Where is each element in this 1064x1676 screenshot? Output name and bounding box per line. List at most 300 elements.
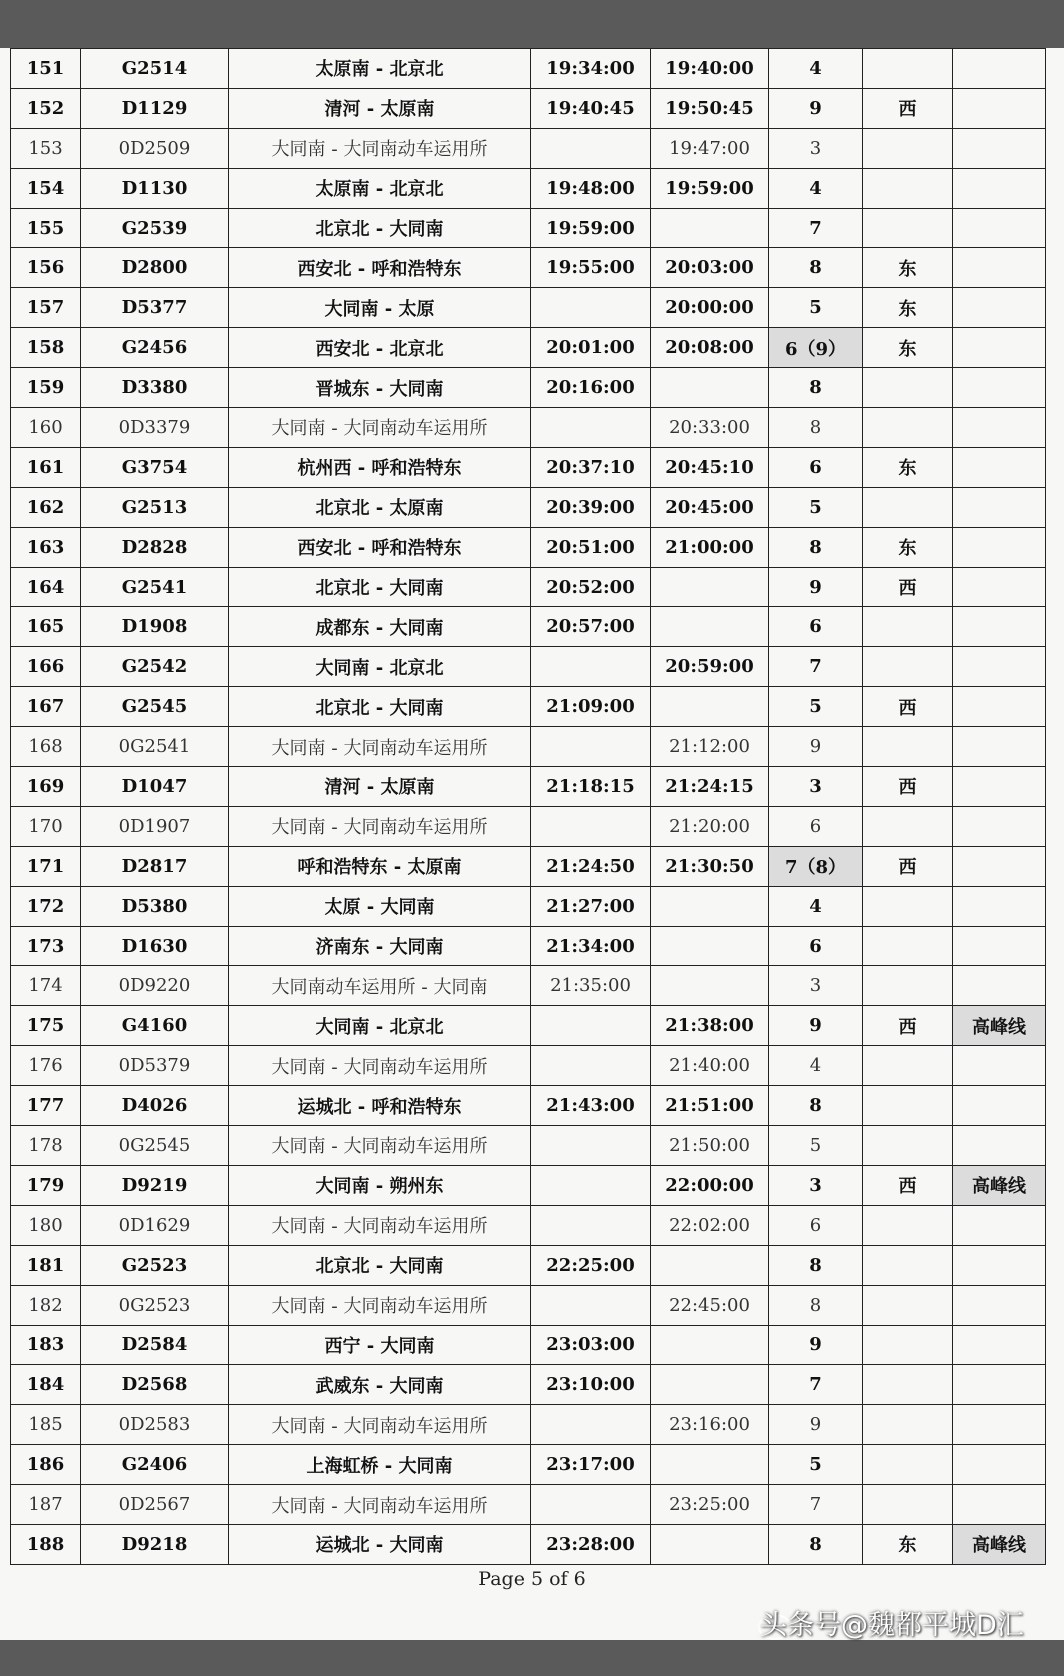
row-number-cell: 168 xyxy=(11,727,81,767)
departure-time-cell xyxy=(651,926,769,966)
table-row xyxy=(11,567,1046,607)
departure-time-cell xyxy=(651,208,769,248)
train-number-cell: D1630 xyxy=(81,926,229,966)
platform-cell: 6 xyxy=(769,1205,863,1245)
train-number-cell: 0D1907 xyxy=(81,806,229,846)
platform-cell: 9 xyxy=(769,88,863,128)
platform-cell: 6 xyxy=(769,447,863,487)
row-number-cell: 171 xyxy=(11,846,81,886)
note-cell xyxy=(953,886,1046,926)
route-cell: 大同南 - 大同南动车运用所 xyxy=(229,128,531,168)
train-number-cell: D1047 xyxy=(81,767,229,807)
watermark: 头条号@魏都平城D汇 xyxy=(760,1610,1024,1641)
departure-time-cell: 21:20:00 xyxy=(651,806,769,846)
train-number-cell: 0G2541 xyxy=(81,727,229,767)
route-cell: 西宁 - 大同南 xyxy=(229,1325,531,1365)
arrival-time-cell: 20:57:00 xyxy=(531,607,651,647)
departure-time-cell xyxy=(651,1245,769,1285)
direction-cell xyxy=(863,1365,953,1405)
platform-cell: 8 xyxy=(769,408,863,448)
note-cell xyxy=(953,447,1046,487)
table-row xyxy=(11,1445,1046,1485)
table-row xyxy=(11,727,1046,767)
platform-cell: 3 xyxy=(769,767,863,807)
table-row xyxy=(11,1165,1046,1205)
train-number-cell: D5380 xyxy=(81,886,229,926)
direction-cell xyxy=(863,128,953,168)
direction-cell xyxy=(863,727,953,767)
table-row xyxy=(11,408,1046,448)
row-number-cell: 152 xyxy=(11,88,81,128)
arrival-time-cell: 19:48:00 xyxy=(531,168,651,208)
route-cell: 大同南 - 北京北 xyxy=(229,1006,531,1046)
train-number-cell: 0G2523 xyxy=(81,1285,229,1325)
note-cell: 高峰线 xyxy=(953,1006,1046,1046)
train-number-cell: D3380 xyxy=(81,368,229,408)
row-number-cell: 188 xyxy=(11,1524,81,1564)
arrival-time-cell: 21:09:00 xyxy=(531,687,651,727)
direction-cell xyxy=(863,1445,953,1485)
note-cell xyxy=(953,647,1046,687)
train-number-cell: G2541 xyxy=(81,567,229,607)
route-cell: 大同南 - 大同南动车运用所 xyxy=(229,727,531,767)
arrival-time-cell: 19:40:45 xyxy=(531,88,651,128)
platform-cell: 6 xyxy=(769,806,863,846)
direction-cell xyxy=(863,926,953,966)
route-cell: 太原南 - 北京北 xyxy=(229,49,531,89)
note-cell xyxy=(953,88,1046,128)
platform-cell: 5 xyxy=(769,288,863,328)
direction-cell xyxy=(863,1405,953,1445)
direction-cell xyxy=(863,49,953,89)
arrival-time-cell xyxy=(531,128,651,168)
table-row xyxy=(11,288,1046,328)
departure-time-cell xyxy=(651,1365,769,1405)
arrival-time-cell: 23:28:00 xyxy=(531,1524,651,1564)
note-cell: 高峰线 xyxy=(953,1165,1046,1205)
arrival-time-cell xyxy=(531,1126,651,1166)
route-cell: 大同南 - 大同南动车运用所 xyxy=(229,806,531,846)
route-cell: 北京北 - 大同南 xyxy=(229,567,531,607)
platform-cell: 4 xyxy=(769,49,863,89)
route-cell: 西安北 - 呼和浩特东 xyxy=(229,248,531,288)
table-row xyxy=(11,1405,1046,1445)
note-cell xyxy=(953,368,1046,408)
row-number-cell: 180 xyxy=(11,1205,81,1245)
route-cell: 太原南 - 北京北 xyxy=(229,168,531,208)
train-number-cell: G3754 xyxy=(81,447,229,487)
direction-cell: 西 xyxy=(863,767,953,807)
table-row xyxy=(11,527,1046,567)
train-number-cell: D1908 xyxy=(81,607,229,647)
train-number-cell: G2513 xyxy=(81,487,229,527)
departure-time-cell: 21:00:00 xyxy=(651,527,769,567)
departure-time-cell xyxy=(651,1325,769,1365)
direction-cell xyxy=(863,647,953,687)
row-number-cell: 186 xyxy=(11,1445,81,1485)
arrival-time-cell: 23:10:00 xyxy=(531,1365,651,1405)
table-row xyxy=(11,687,1046,727)
route-cell: 呼和浩特东 - 太原南 xyxy=(229,846,531,886)
direction-cell: 西 xyxy=(863,846,953,886)
departure-time-cell xyxy=(651,1524,769,1564)
platform-cell: 7 xyxy=(769,1485,863,1525)
departure-time-cell: 21:51:00 xyxy=(651,1086,769,1126)
train-number-cell: 0G2545 xyxy=(81,1126,229,1166)
arrival-time-cell xyxy=(531,1285,651,1325)
row-number-cell: 159 xyxy=(11,368,81,408)
arrival-time-cell: 21:27:00 xyxy=(531,886,651,926)
train-number-cell: D2568 xyxy=(81,1365,229,1405)
train-number-cell: G2514 xyxy=(81,49,229,89)
route-cell: 太原 - 大同南 xyxy=(229,886,531,926)
table-row xyxy=(11,368,1046,408)
platform-cell: 5 xyxy=(769,487,863,527)
table-row xyxy=(11,1325,1046,1365)
row-number-cell: 156 xyxy=(11,248,81,288)
arrival-time-cell: 20:39:00 xyxy=(531,487,651,527)
note-cell xyxy=(953,408,1046,448)
note-cell xyxy=(953,248,1046,288)
departure-time-cell: 21:38:00 xyxy=(651,1006,769,1046)
table-row xyxy=(11,447,1046,487)
platform-cell: 3 xyxy=(769,966,863,1006)
arrival-time-cell: 22:25:00 xyxy=(531,1245,651,1285)
departure-time-cell: 22:00:00 xyxy=(651,1165,769,1205)
platform-cell: 4 xyxy=(769,168,863,208)
row-number-cell: 170 xyxy=(11,806,81,846)
note-cell xyxy=(953,926,1046,966)
platform-cell: 7 xyxy=(769,208,863,248)
route-cell: 大同南 - 大同南动车运用所 xyxy=(229,1285,531,1325)
note-cell xyxy=(953,846,1046,886)
direction-cell: 西 xyxy=(863,1165,953,1205)
note-cell xyxy=(953,1046,1046,1086)
train-number-cell: 0D2509 xyxy=(81,128,229,168)
table-row xyxy=(11,1086,1046,1126)
row-number-cell: 160 xyxy=(11,408,81,448)
row-number-cell: 169 xyxy=(11,767,81,807)
note-cell xyxy=(953,1285,1046,1325)
departure-time-cell: 23:16:00 xyxy=(651,1405,769,1445)
departure-time-cell: 19:40:00 xyxy=(651,49,769,89)
arrival-time-cell xyxy=(531,1405,651,1445)
arrival-time-cell xyxy=(531,288,651,328)
departure-time-cell: 21:24:15 xyxy=(651,767,769,807)
departure-time-cell: 19:59:00 xyxy=(651,168,769,208)
route-cell: 大同南 - 朔州东 xyxy=(229,1165,531,1205)
arrival-time-cell xyxy=(531,806,651,846)
table-row xyxy=(11,1285,1046,1325)
direction-cell xyxy=(863,966,953,1006)
route-cell: 西安北 - 呼和浩特东 xyxy=(229,527,531,567)
route-cell: 大同南 - 大同南动车运用所 xyxy=(229,1405,531,1445)
note-cell xyxy=(953,49,1046,89)
departure-time-cell: 22:02:00 xyxy=(651,1205,769,1245)
route-cell: 杭州西 - 呼和浩特东 xyxy=(229,447,531,487)
platform-cell: 8 xyxy=(769,1086,863,1126)
direction-cell xyxy=(863,487,953,527)
page-number: Page 5 of 6 xyxy=(478,1568,586,1590)
direction-cell: 东 xyxy=(863,288,953,328)
departure-time-cell: 21:40:00 xyxy=(651,1046,769,1086)
table-row xyxy=(11,208,1046,248)
direction-cell: 东 xyxy=(863,527,953,567)
table-row xyxy=(11,1006,1046,1046)
departure-time-cell: 19:50:45 xyxy=(651,88,769,128)
direction-cell xyxy=(863,1285,953,1325)
platform-cell: 9 xyxy=(769,1405,863,1445)
table-row xyxy=(11,846,1046,886)
note-cell xyxy=(953,687,1046,727)
train-number-cell: 0D9220 xyxy=(81,966,229,1006)
train-number-cell: D9218 xyxy=(81,1524,229,1564)
note-cell xyxy=(953,128,1046,168)
row-number-cell: 155 xyxy=(11,208,81,248)
arrival-time-cell: 23:03:00 xyxy=(531,1325,651,1365)
row-number-cell: 177 xyxy=(11,1086,81,1126)
direction-cell xyxy=(863,886,953,926)
top-black-bar xyxy=(0,0,1064,48)
direction-cell xyxy=(863,1245,953,1285)
platform-cell: 7 xyxy=(769,1365,863,1405)
train-number-cell: D2828 xyxy=(81,527,229,567)
note-cell xyxy=(953,328,1046,368)
direction-cell xyxy=(863,208,953,248)
route-cell: 大同南 - 大同南动车运用所 xyxy=(229,1485,531,1525)
note-cell xyxy=(953,168,1046,208)
direction-cell xyxy=(863,806,953,846)
table-row xyxy=(11,328,1046,368)
table-row xyxy=(11,1205,1046,1245)
train-number-cell: G2539 xyxy=(81,208,229,248)
departure-time-cell: 19:47:00 xyxy=(651,128,769,168)
departure-time-cell xyxy=(651,687,769,727)
platform-cell: 9 xyxy=(769,1325,863,1365)
train-number-cell: G2542 xyxy=(81,647,229,687)
note-cell xyxy=(953,1445,1046,1485)
arrival-time-cell: 21:24:50 xyxy=(531,846,651,886)
departure-time-cell xyxy=(651,607,769,647)
route-cell: 晋城东 - 大同南 xyxy=(229,368,531,408)
arrival-time-cell: 21:43:00 xyxy=(531,1086,651,1126)
arrival-time-cell xyxy=(531,647,651,687)
route-cell: 大同南 - 大同南动车运用所 xyxy=(229,1126,531,1166)
table-row xyxy=(11,926,1046,966)
route-cell: 大同南 - 太原 xyxy=(229,288,531,328)
train-number-cell: 0D2567 xyxy=(81,1485,229,1525)
arrival-time-cell xyxy=(531,1006,651,1046)
departure-time-cell xyxy=(651,886,769,926)
table-row xyxy=(11,487,1046,527)
platform-cell: 6（9） xyxy=(769,328,863,368)
table-row xyxy=(11,886,1046,926)
platform-cell: 5 xyxy=(769,1126,863,1166)
train-number-cell: D1130 xyxy=(81,168,229,208)
table-row xyxy=(11,168,1046,208)
train-number-cell: D9219 xyxy=(81,1165,229,1205)
platform-cell: 8 xyxy=(769,1524,863,1564)
bottom-black-bar xyxy=(0,1640,1064,1676)
platform-cell: 3 xyxy=(769,1165,863,1205)
platform-cell: 6 xyxy=(769,607,863,647)
note-cell xyxy=(953,1405,1046,1445)
train-number-cell: G2406 xyxy=(81,1445,229,1485)
row-number-cell: 187 xyxy=(11,1485,81,1525)
row-number-cell: 173 xyxy=(11,926,81,966)
platform-cell: 4 xyxy=(769,886,863,926)
row-number-cell: 165 xyxy=(11,607,81,647)
route-cell: 北京北 - 大同南 xyxy=(229,208,531,248)
row-number-cell: 161 xyxy=(11,447,81,487)
direction-cell xyxy=(863,1126,953,1166)
direction-cell: 东 xyxy=(863,447,953,487)
direction-cell xyxy=(863,408,953,448)
note-cell xyxy=(953,1126,1046,1166)
direction-cell: 东 xyxy=(863,328,953,368)
table-row xyxy=(11,1046,1046,1086)
table-row xyxy=(11,1245,1046,1285)
departure-time-cell xyxy=(651,1445,769,1485)
departure-time-cell: 21:12:00 xyxy=(651,727,769,767)
note-cell xyxy=(953,806,1046,846)
train-number-cell: D1129 xyxy=(81,88,229,128)
note-cell xyxy=(953,527,1046,567)
arrival-time-cell: 19:59:00 xyxy=(531,208,651,248)
platform-cell: 9 xyxy=(769,1006,863,1046)
train-number-cell: G2545 xyxy=(81,687,229,727)
arrival-time-cell xyxy=(531,1046,651,1086)
train-number-cell: D4026 xyxy=(81,1086,229,1126)
route-cell: 济南东 - 大同南 xyxy=(229,926,531,966)
direction-cell: 西 xyxy=(863,567,953,607)
platform-cell: 9 xyxy=(769,567,863,607)
arrival-time-cell: 20:52:00 xyxy=(531,567,651,607)
route-cell: 大同南 - 大同南动车运用所 xyxy=(229,408,531,448)
direction-cell xyxy=(863,1485,953,1525)
note-cell xyxy=(953,487,1046,527)
route-cell: 成都东 - 大同南 xyxy=(229,607,531,647)
row-number-cell: 162 xyxy=(11,487,81,527)
row-number-cell: 181 xyxy=(11,1245,81,1285)
arrival-time-cell: 21:18:15 xyxy=(531,767,651,807)
row-number-cell: 183 xyxy=(11,1325,81,1365)
table-row xyxy=(11,607,1046,647)
route-cell: 运城北 - 大同南 xyxy=(229,1524,531,1564)
train-schedule-table xyxy=(10,48,1046,1565)
arrival-time-cell xyxy=(531,1205,651,1245)
row-number-cell: 172 xyxy=(11,886,81,926)
train-number-cell: D5377 xyxy=(81,288,229,328)
departure-time-cell: 20:45:00 xyxy=(651,487,769,527)
platform-cell: 9 xyxy=(769,727,863,767)
row-number-cell: 158 xyxy=(11,328,81,368)
table-row xyxy=(11,49,1046,89)
platform-cell: 8 xyxy=(769,248,863,288)
table-row xyxy=(11,88,1046,128)
departure-time-cell: 20:59:00 xyxy=(651,647,769,687)
arrival-time-cell: 20:37:10 xyxy=(531,447,651,487)
arrival-time-cell: 21:35:00 xyxy=(531,966,651,1006)
arrival-time-cell: 23:17:00 xyxy=(531,1445,651,1485)
route-cell: 北京北 - 太原南 xyxy=(229,487,531,527)
direction-cell: 东 xyxy=(863,248,953,288)
route-cell: 武威东 - 大同南 xyxy=(229,1365,531,1405)
arrival-time-cell xyxy=(531,408,651,448)
platform-cell: 5 xyxy=(769,1445,863,1485)
table-row xyxy=(11,1365,1046,1405)
platform-cell: 3 xyxy=(769,128,863,168)
route-cell: 西安北 - 北京北 xyxy=(229,328,531,368)
platform-cell: 7 xyxy=(769,647,863,687)
platform-cell: 8 xyxy=(769,1285,863,1325)
direction-cell: 西 xyxy=(863,687,953,727)
note-cell xyxy=(953,567,1046,607)
train-number-cell: 0D2583 xyxy=(81,1405,229,1445)
row-number-cell: 175 xyxy=(11,1006,81,1046)
row-number-cell: 174 xyxy=(11,966,81,1006)
train-number-cell: G2456 xyxy=(81,328,229,368)
platform-cell: 5 xyxy=(769,687,863,727)
table-row xyxy=(11,1524,1046,1564)
row-number-cell: 163 xyxy=(11,527,81,567)
row-number-cell: 179 xyxy=(11,1165,81,1205)
departure-time-cell: 20:03:00 xyxy=(651,248,769,288)
arrival-time-cell: 19:34:00 xyxy=(531,49,651,89)
direction-cell xyxy=(863,168,953,208)
train-number-cell: 0D5379 xyxy=(81,1046,229,1086)
train-number-cell: D2817 xyxy=(81,846,229,886)
row-number-cell: 164 xyxy=(11,567,81,607)
departure-time-cell: 20:33:00 xyxy=(651,408,769,448)
row-number-cell: 154 xyxy=(11,168,81,208)
direction-cell: 东 xyxy=(863,1524,953,1564)
arrival-time-cell: 21:34:00 xyxy=(531,926,651,966)
note-cell xyxy=(953,1365,1046,1405)
note-cell xyxy=(953,767,1046,807)
train-number-cell: G4160 xyxy=(81,1006,229,1046)
route-cell: 北京北 - 大同南 xyxy=(229,687,531,727)
arrival-time-cell xyxy=(531,1485,651,1525)
route-cell: 清河 - 太原南 xyxy=(229,88,531,128)
arrival-time-cell: 20:01:00 xyxy=(531,328,651,368)
note-cell xyxy=(953,966,1046,1006)
arrival-time-cell xyxy=(531,727,651,767)
departure-time-cell: 23:25:00 xyxy=(651,1485,769,1525)
direction-cell: 西 xyxy=(863,88,953,128)
route-cell: 大同南 - 大同南动车运用所 xyxy=(229,1205,531,1245)
row-number-cell: 184 xyxy=(11,1365,81,1405)
table-row xyxy=(11,1126,1046,1166)
direction-cell xyxy=(863,1205,953,1245)
platform-cell: 4 xyxy=(769,1046,863,1086)
row-number-cell: 178 xyxy=(11,1126,81,1166)
platform-cell: 7（8） xyxy=(769,846,863,886)
table-row xyxy=(11,966,1046,1006)
train-number-cell: D2584 xyxy=(81,1325,229,1365)
departure-time-cell: 21:30:50 xyxy=(651,846,769,886)
row-number-cell: 166 xyxy=(11,647,81,687)
row-number-cell: 185 xyxy=(11,1405,81,1445)
note-cell xyxy=(953,1325,1046,1365)
direction-cell: 西 xyxy=(863,1006,953,1046)
departure-time-cell xyxy=(651,567,769,607)
note-cell xyxy=(953,1205,1046,1245)
departure-time-cell xyxy=(651,966,769,1006)
route-cell: 上海虹桥 - 大同南 xyxy=(229,1445,531,1485)
departure-time-cell: 20:08:00 xyxy=(651,328,769,368)
note-cell xyxy=(953,1485,1046,1525)
